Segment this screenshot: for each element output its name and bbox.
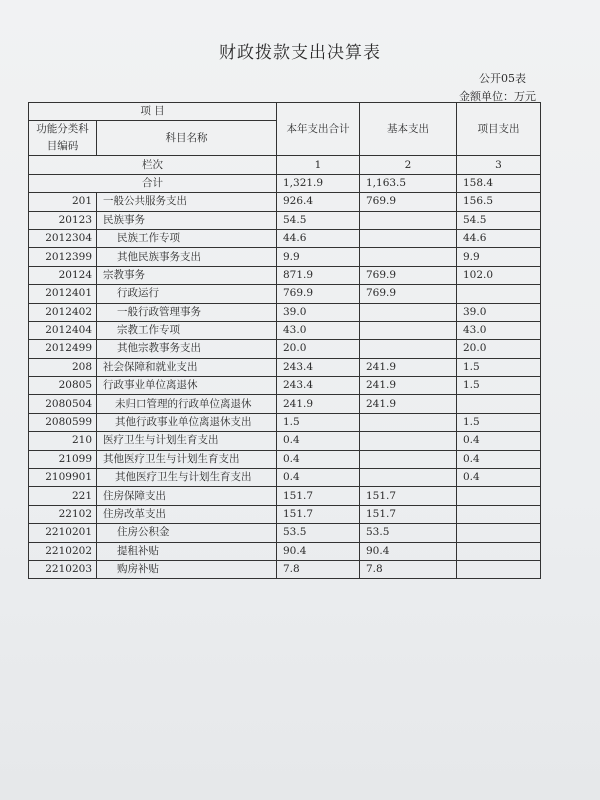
basic-amount: 151.7 bbox=[360, 487, 457, 505]
project-amount: 39.0 bbox=[457, 303, 541, 321]
table-row bbox=[29, 248, 541, 266]
total-amount: 871.9 bbox=[277, 266, 360, 284]
subject-code: 2012402 bbox=[29, 303, 97, 321]
page-title: 财政拨款支出决算表 bbox=[219, 43, 381, 63]
total-amount: 43.0 bbox=[277, 321, 360, 339]
project-amount: 0.4 bbox=[457, 432, 541, 450]
project-amount: 54.5 bbox=[457, 211, 541, 229]
table-row bbox=[29, 358, 541, 376]
row-label: 栏次 bbox=[29, 156, 277, 174]
header-row-1 bbox=[29, 103, 541, 121]
basic-amount: 241.9 bbox=[360, 377, 457, 395]
project-amount bbox=[457, 285, 541, 303]
subject-code: 201 bbox=[29, 193, 97, 211]
basic-header: 基本支出 bbox=[360, 103, 457, 156]
subject-name: 其他医疗卫生与计划生育支出 bbox=[97, 469, 277, 487]
subject-name: 未归口管理的行政单位离退休 bbox=[97, 395, 277, 413]
col-number-2: 2 bbox=[360, 156, 457, 174]
project-amount: 1.5 bbox=[457, 358, 541, 376]
subject-name: 购房补贴 bbox=[97, 560, 277, 578]
table-row bbox=[29, 229, 541, 247]
total-amount: 39.0 bbox=[277, 303, 360, 321]
subject-name: 提租补贴 bbox=[97, 542, 277, 560]
subject-code: 20123 bbox=[29, 211, 97, 229]
unit-label: 金额单位：万元 bbox=[459, 90, 536, 103]
table-row bbox=[29, 524, 541, 542]
total-amount: 151.7 bbox=[277, 487, 360, 505]
total-amount: 151.7 bbox=[277, 505, 360, 523]
table-row bbox=[29, 211, 541, 229]
name-header: 科目名称 bbox=[97, 121, 277, 156]
total-amount: 0.4 bbox=[277, 432, 360, 450]
basic-amount bbox=[360, 248, 457, 266]
table-row bbox=[29, 542, 541, 560]
subject-code: 2210202 bbox=[29, 542, 97, 560]
table-row bbox=[29, 560, 541, 578]
project-amount bbox=[457, 542, 541, 560]
total-amount: 241.9 bbox=[277, 395, 360, 413]
basic-amount bbox=[360, 450, 457, 468]
project-header: 项目支出 bbox=[457, 103, 541, 156]
table-row bbox=[29, 285, 541, 303]
subject-name: 住房保障支出 bbox=[97, 487, 277, 505]
subject-name: 宗教事务 bbox=[97, 266, 277, 284]
subject-name: 其他民族事务支出 bbox=[97, 248, 277, 266]
project-amount: 43.0 bbox=[457, 321, 541, 339]
table-row bbox=[29, 321, 541, 339]
basic-amount bbox=[360, 229, 457, 247]
subject-code: 208 bbox=[29, 358, 97, 376]
basic-amount: 769.9 bbox=[360, 266, 457, 284]
column-number-row bbox=[29, 156, 541, 174]
project-amount bbox=[457, 395, 541, 413]
project-amount: 0.4 bbox=[457, 450, 541, 468]
subject-code: 20805 bbox=[29, 377, 97, 395]
subject-code: 2080599 bbox=[29, 413, 97, 431]
project-amount: 156.5 bbox=[457, 193, 541, 211]
item-header: 项 目 bbox=[29, 103, 277, 121]
subject-code: 2210203 bbox=[29, 560, 97, 578]
table-row bbox=[29, 266, 541, 284]
project-amount: 158.4 bbox=[457, 174, 541, 192]
table-row bbox=[29, 505, 541, 523]
subject-name: 一般行政管理事务 bbox=[97, 303, 277, 321]
subject-code: 2080504 bbox=[29, 395, 97, 413]
subject-name: 宗教工作专项 bbox=[97, 321, 277, 339]
total-amount: 926.4 bbox=[277, 193, 360, 211]
subject-name: 医疗卫生与计划生育支出 bbox=[97, 432, 277, 450]
project-amount: 0.4 bbox=[457, 469, 541, 487]
subject-name: 民族事务 bbox=[97, 211, 277, 229]
project-amount: 102.0 bbox=[457, 266, 541, 284]
basic-amount bbox=[360, 211, 457, 229]
subject-name: 行政运行 bbox=[97, 285, 277, 303]
basic-amount: 53.5 bbox=[360, 524, 457, 542]
subject-code: 2012499 bbox=[29, 340, 97, 358]
table-row bbox=[29, 303, 541, 321]
total-amount: 243.4 bbox=[277, 377, 360, 395]
project-amount bbox=[457, 487, 541, 505]
total-amount: 54.5 bbox=[277, 211, 360, 229]
subject-name: 行政事业单位离退休 bbox=[97, 377, 277, 395]
total-label: 合计 bbox=[29, 174, 277, 192]
total-amount: 44.6 bbox=[277, 229, 360, 247]
subject-code: 2012304 bbox=[29, 229, 97, 247]
subject-name: 住房改革支出 bbox=[97, 505, 277, 523]
subject-code: 221 bbox=[29, 487, 97, 505]
subject-code: 2012404 bbox=[29, 321, 97, 339]
basic-amount bbox=[360, 469, 457, 487]
basic-amount bbox=[360, 321, 457, 339]
subject-code: 2012399 bbox=[29, 248, 97, 266]
table-row bbox=[29, 193, 541, 211]
table-row bbox=[29, 413, 541, 431]
subject-name: 其他行政事业单位离退休支出 bbox=[97, 413, 277, 431]
project-amount: 20.0 bbox=[457, 340, 541, 358]
total-amount: 1.5 bbox=[277, 413, 360, 431]
total-amount: 53.5 bbox=[277, 524, 360, 542]
total-amount: 20.0 bbox=[277, 340, 360, 358]
basic-amount bbox=[360, 340, 457, 358]
subject-name: 社会保障和就业支出 bbox=[97, 358, 277, 376]
project-amount: 44.6 bbox=[457, 229, 541, 247]
subject-name: 一般公共服务支出 bbox=[97, 193, 277, 211]
basic-amount: 241.9 bbox=[360, 358, 457, 376]
total-amount: 90.4 bbox=[277, 542, 360, 560]
total-amount: 0.4 bbox=[277, 450, 360, 468]
basic-amount: 151.7 bbox=[360, 505, 457, 523]
subject-code: 210 bbox=[29, 432, 97, 450]
subject-name: 住房公积金 bbox=[97, 524, 277, 542]
expenditure-table bbox=[28, 102, 541, 579]
table-row bbox=[29, 450, 541, 468]
project-amount bbox=[457, 560, 541, 578]
table-row bbox=[29, 432, 541, 450]
subject-name: 民族工作专项 bbox=[97, 229, 277, 247]
col-number-3: 3 bbox=[457, 156, 541, 174]
project-amount: 1.5 bbox=[457, 377, 541, 395]
basic-amount bbox=[360, 303, 457, 321]
project-amount: 9.9 bbox=[457, 248, 541, 266]
subject-name: 其他医疗卫生与计划生育支出 bbox=[97, 450, 277, 468]
basic-amount: 769.9 bbox=[360, 285, 457, 303]
basic-amount bbox=[360, 432, 457, 450]
subject-code: 2109901 bbox=[29, 469, 97, 487]
table-row bbox=[29, 395, 541, 413]
subject-code: 22102 bbox=[29, 505, 97, 523]
subject-code: 21099 bbox=[29, 450, 97, 468]
project-amount bbox=[457, 524, 541, 542]
total-row bbox=[29, 174, 541, 192]
basic-amount bbox=[360, 413, 457, 431]
project-amount: 1.5 bbox=[457, 413, 541, 431]
form-number: 公开05表 bbox=[479, 72, 526, 85]
subject-name: 其他宗教事务支出 bbox=[97, 340, 277, 358]
total-amount: 9.9 bbox=[277, 248, 360, 266]
total-amount: 1,321.9 bbox=[277, 174, 360, 192]
table-row bbox=[29, 487, 541, 505]
subject-code: 2210201 bbox=[29, 524, 97, 542]
total-amount: 0.4 bbox=[277, 469, 360, 487]
code-header: 功能分类科目编码 bbox=[29, 121, 97, 156]
table-row bbox=[29, 340, 541, 358]
subject-code: 20124 bbox=[29, 266, 97, 284]
table-row bbox=[29, 377, 541, 395]
col-number-1: 1 bbox=[277, 156, 360, 174]
total-amount: 7.8 bbox=[277, 560, 360, 578]
total-amount: 769.9 bbox=[277, 285, 360, 303]
project-amount bbox=[457, 505, 541, 523]
basic-amount: 7.8 bbox=[360, 560, 457, 578]
basic-amount: 90.4 bbox=[360, 542, 457, 560]
basic-amount: 769.9 bbox=[360, 193, 457, 211]
basic-amount: 241.9 bbox=[360, 395, 457, 413]
total-amount: 243.4 bbox=[277, 358, 360, 376]
basic-amount: 1,163.5 bbox=[360, 174, 457, 192]
subject-code: 2012401 bbox=[29, 285, 97, 303]
total-header: 本年支出合计 bbox=[277, 103, 360, 156]
table-row bbox=[29, 469, 541, 487]
